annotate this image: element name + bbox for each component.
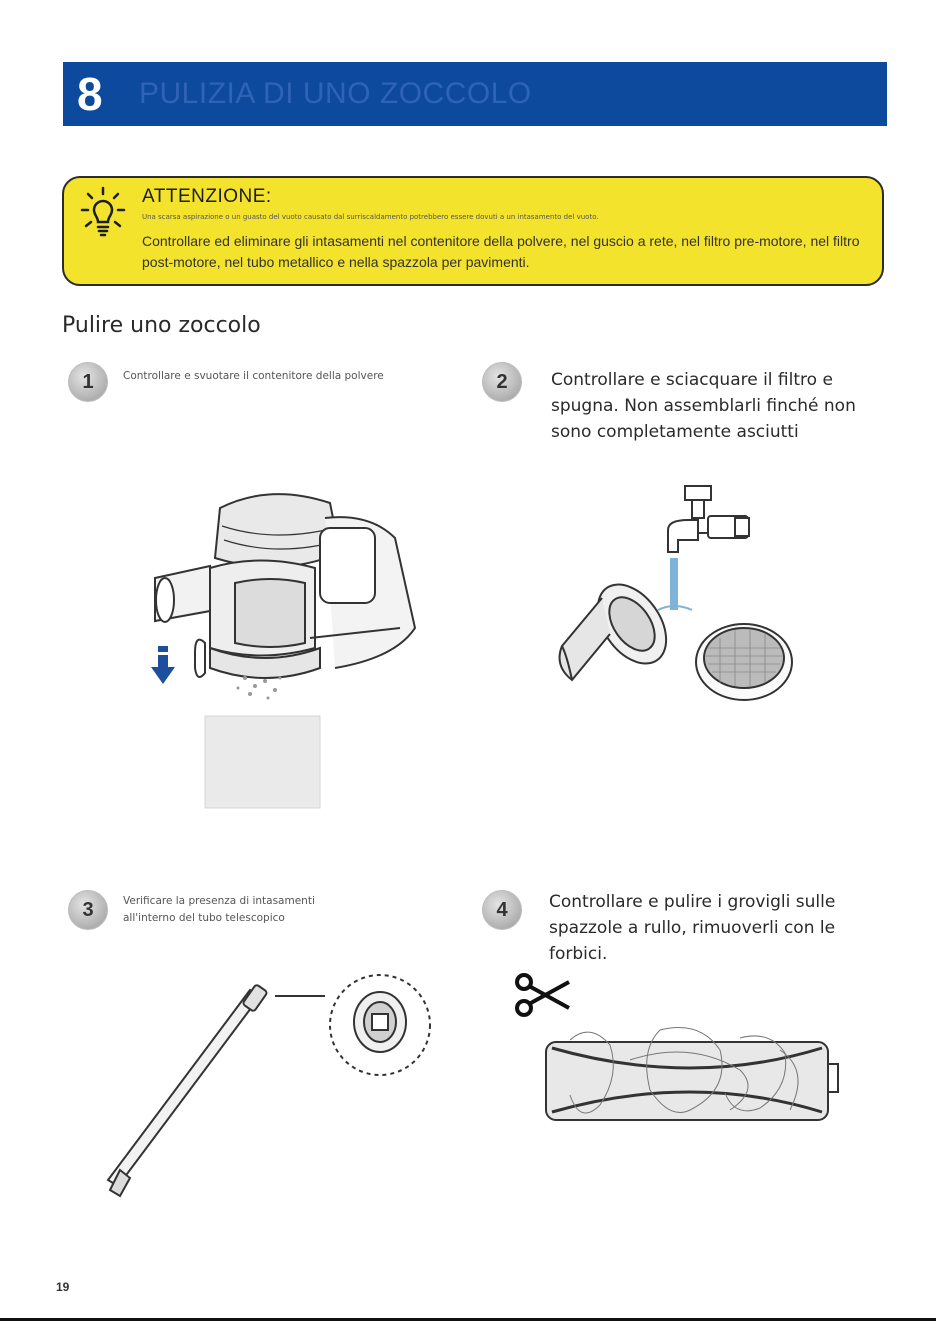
step-1-badge: 1 — [68, 362, 108, 402]
page-title: Pulire uno zoccolo — [62, 313, 261, 338]
roller-brush-illustration — [540, 1020, 845, 1130]
section-number: 8 — [77, 68, 103, 120]
step-4-badge: 4 — [482, 890, 522, 930]
step-1-text: Controllare e svuotare il contenitore della polvere — [123, 370, 384, 382]
lightbulb-icon — [80, 186, 126, 246]
dust-container-illustration — [140, 478, 430, 818]
step-3-badge: 3 — [68, 890, 108, 930]
warning-title: ATTENZIONE: — [142, 186, 272, 207]
section-header — [63, 62, 887, 126]
step-2-text: Controllare e sciacquare il filtro e spugna. Non assemblarli finché non sono completamente asciutti — [551, 370, 856, 442]
arrow-down-icon — [149, 644, 177, 686]
step-3-text-line1: Verificare la presenza di intasamenti — [123, 895, 315, 907]
warning-text: Controllare ed eliminare gli intasamenti nel contenitore della polvere, nel guscio a rete, nel filtro pre-motore, nel filtro post-motore, nel tubo metallico e nella spazzola per pavimenti. — [142, 233, 860, 270]
step-3-text — [123, 893, 423, 927]
section-title-header: PULIZIA DI UNO ZOCCOLO — [139, 77, 532, 110]
step-2-badge: 2 — [482, 362, 522, 402]
bottom-divider — [0, 1318, 936, 1321]
warning-note: Una scarsa aspirazione o un guasto del vuoto causato dal surriscaldamento potrebbero essere dovuti a un intasamento del vuoto. — [142, 213, 599, 221]
page-number: 19 — [56, 1280, 70, 1294]
filter-rinse-illustration — [540, 478, 810, 708]
warning-box — [62, 176, 884, 286]
step-4-text: Controllare e pulire i grovigli sulle spazzole a rullo, rimuoverli con le forbici. — [549, 892, 836, 964]
scissors-icon — [514, 972, 572, 1018]
telescopic-tube-illustration — [100, 970, 440, 1200]
step-3-text-line2: all'interno del tubo telescopico — [123, 912, 285, 924]
